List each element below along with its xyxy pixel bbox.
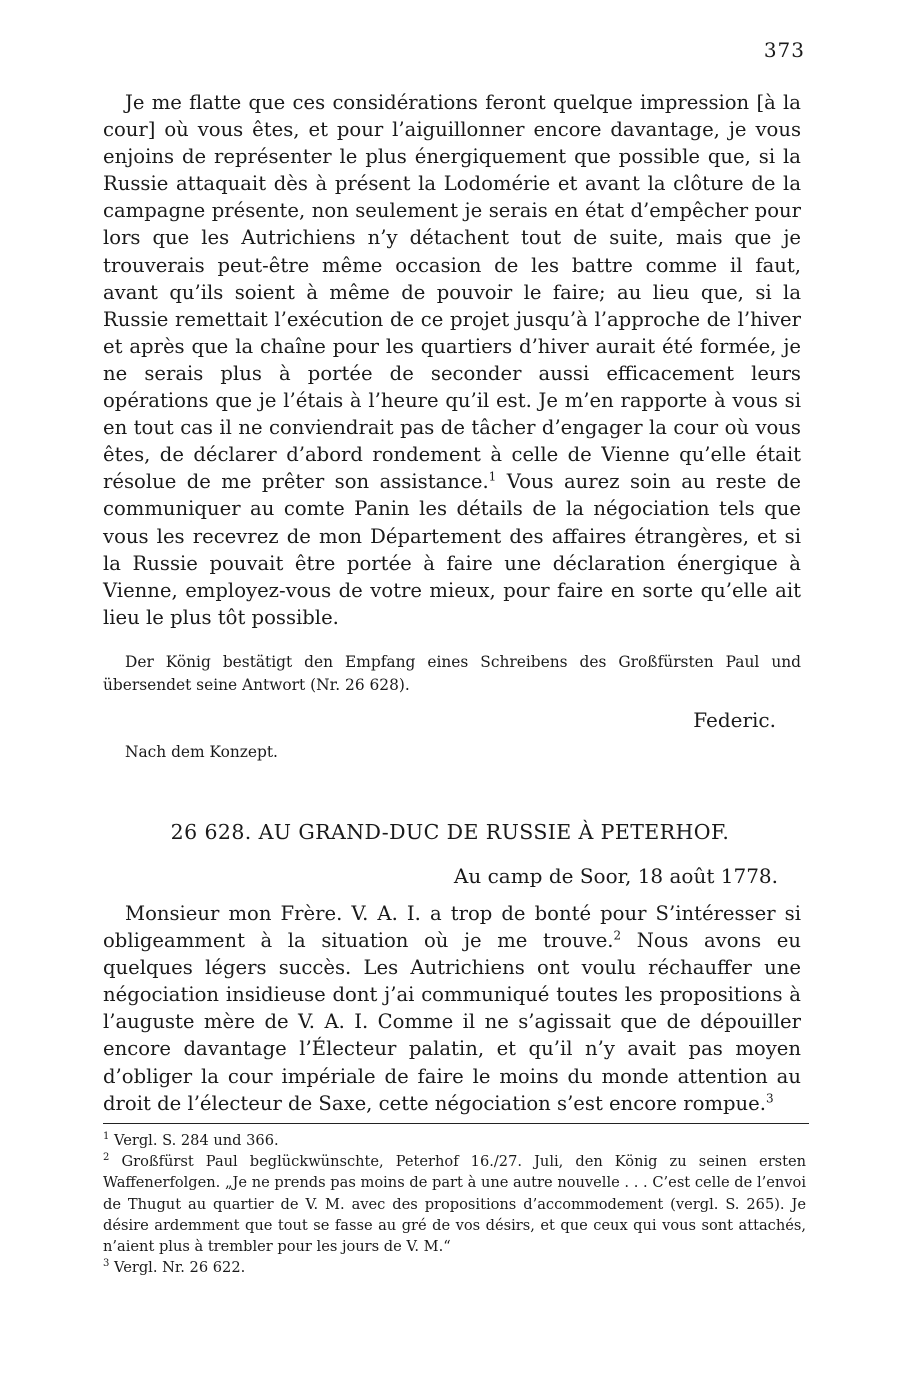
footnote-1 <box>103 1130 806 1151</box>
footnote-number: 1 <box>103 1131 110 1143</box>
footnote-text: Großfürst Paul beglückwünschte, Peterhof 16./27. Juli, den König zu seinen ersten Waffenerfolgen. „Je ne prends pas moins de part à une autre nouvelle . . . C’est celle de l’envoi de Thugut au quartier de V. M. avec des propositions d’accommodement (vergl. S. 265). Je désire ardemment que tout se fasse au gré de vos désirs, et que ceux qui vous sont attachés, n’aient plus à trembler pour les jours de V. M.“ <box>103 1153 806 1256</box>
footnote-number: 2 <box>103 1152 110 1164</box>
page-number: 373 <box>763 38 805 62</box>
signature: Federic. <box>693 708 776 732</box>
footnote-ref[interactable]: 3 <box>765 1091 774 1106</box>
footnote-3 <box>103 1257 806 1278</box>
footnote-2 <box>103 1151 806 1257</box>
footnote-text: Vergl. S. 284 und 366. <box>114 1132 279 1149</box>
paragraph-text-cont: Vous aurez soin au reste de communiquer au comte Panin les détails de la négociation tels que vous les recevrez de mon Département des affaires étrangères, et si la Russie pouvait être portée à faire une déclaration énergique à Vienne, employez-vous de votre mieux, pour faire en sorte qu’elle ait lieu le plus tôt possible. <box>103 470 801 629</box>
footnote-divider <box>103 1123 809 1124</box>
footnote-text: Vergl. Nr. 26 622. <box>114 1259 246 1277</box>
letter-paragraph <box>103 900 801 1117</box>
letter-paragraph <box>103 89 801 631</box>
source-note: Nach dem Konzept. <box>125 743 278 761</box>
footnote-number: 3 <box>103 1258 110 1270</box>
editorial-note: Der König bestätigt den Empfang eines Schreibens des Großfürsten Paul und übersendet seine Antwort (Nr. 26 628). <box>103 653 801 694</box>
letter-body <box>103 900 801 1117</box>
paragraph-text: Monsieur mon Frère. V. A. I. a trop de bonté pour S’intéresser si obligeamment à la situation où je me trouve. <box>103 902 801 953</box>
footnote-ref[interactable]: 2 <box>613 928 622 943</box>
paragraph-text-cont: Nous avons eu quelques légers succès. Les Autrichiens ont voulu réchauffer une négociation insidieuse dont j’ai communiqué toutes les propositions à l’auguste mère de V. A. I. Comme il ne s’agissait que de dépouiller encore davantage l’Électeur palatin, et qu’il n’y avait pas moyen d’obliger la cour impériale de faire le moins du monde attention au droit de l’électeur de Saxe, cette négociation s’est encore rompue. <box>103 929 801 1115</box>
dateline: Au camp de Soor, 18 août 1778. <box>453 864 778 888</box>
footnote-ref[interactable]: 1 <box>488 469 497 484</box>
paragraph-text: Je me flatte que ces considérations feront quelque impression [à la cour] où vous êtes, et pour l’aiguillonner encore davantage, je vous enjoins de représenter le plus énergiquement que possible que, si la Russie attaquait dès à présent la Lodomérie et avant la clôture de la campagne présente, non seulement je serais en état d’empêcher pour lors que les Autrichiens n’y détachent tout de suite, mais que je trouverais peut-être même occasion de les battre comme il faut, avant qu’ils soient à même de pouvoir le faire; au lieu que, si la Russie remettait l’exécution de ce projet jusqu’à l’approche de l’hiver et après que la chaîne pour les quartiers d’hiver aurait été formée, je ne serais plus à portée de seconder aussi efficacement leurs opérations que je l’étais à l’heure qu’il est. Je m’en rapporte à vous si en tout cas il ne conviendrait pas de tâcher d’engager la cour où vous êtes, de déclarer d’abord rondement à celle de Vienne qu’elle était résolue de me prêter son assistance. <box>103 91 801 494</box>
letter-continuation <box>103 89 801 631</box>
document-heading: 26 628. AU GRAND-DUC DE RUSSIE À PETERHOF. <box>170 820 730 844</box>
footnotes <box>103 1130 806 1278</box>
